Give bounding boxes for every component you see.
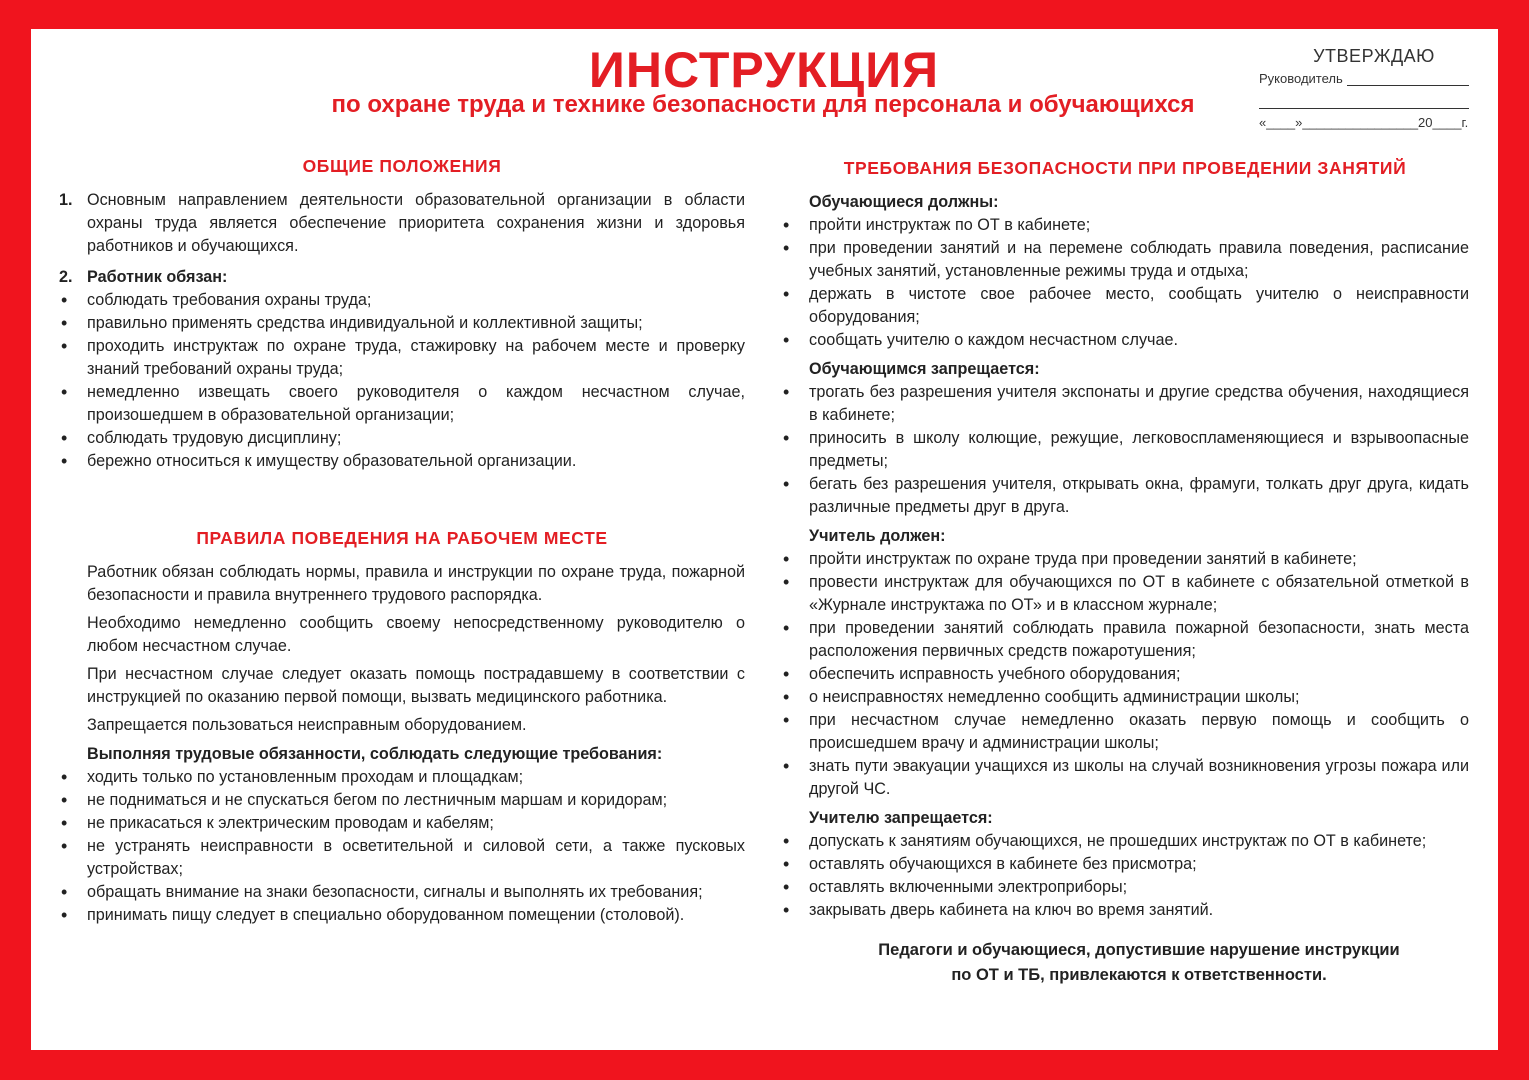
list-item: • при проведении занятий и на перемене соблюдать правила поведения, расписание учебных занятий, установленные режимы труда и отдыха; — [781, 237, 1469, 283]
list-item: • обеспечить исправность учебного оборудования; — [781, 663, 1469, 686]
list-item: • проходить инструктаж по охране труда, стажировку на рабочем месте и проверку знаний требований охраны труда; — [59, 335, 745, 381]
teacher-forbidden-list — [781, 830, 1469, 922]
list-item: • приносить в школу колющие, режущие, легковоспламеняющиеся и взрывоопасные предметы; — [781, 427, 1469, 473]
list-item: • при несчастном случае немедленно оказать первую помощь и сообщить о происшедшем врачу и администрации школы; — [781, 709, 1469, 755]
workplace-requirements-list — [59, 766, 745, 927]
item-text: Основным направлением деятельности образовательной организации в области охраны труда является обеспечение приоритета сохранения жизни и здоровья работников и обучающихся. — [87, 191, 745, 255]
list-item: • не подниматься и не спускаться бегом по лестничным маршам и коридорам; — [59, 789, 745, 812]
students-forbidden-list — [781, 381, 1469, 519]
duties-title: Выполняя трудовые обязанности, соблюдать следующие требования: — [87, 745, 663, 763]
signature-rule — [1347, 73, 1469, 86]
rules-paragraph: Запрещается пользоваться неисправным оборудованием. — [87, 716, 527, 734]
list-item: • оставлять обучающихся в кабинете без присмотра; — [781, 853, 1469, 876]
item-title: Работник обязан: — [87, 268, 228, 286]
list-item: • принимать пищу следует в специально оборудованном помещении (столовой). — [59, 904, 745, 927]
notice-line-2: по ОТ и ТБ, привлекаются к ответственности. — [951, 966, 1327, 984]
numbered-item-2 — [59, 266, 745, 289]
list-item: • держать в чистоте свое рабочее место, сообщать учителю о неисправности оборудования; — [781, 283, 1469, 329]
approval-head-label: Руководитель — [1259, 71, 1343, 86]
list-item: • сообщать учителю о каждом несчастном случае. — [781, 329, 1469, 352]
notice-line-1: Педагоги и обучающиеся, допустившие нарушение инструкции — [878, 941, 1400, 959]
list-item: • соблюдать требования охраны труда; — [59, 289, 745, 312]
left-column — [59, 155, 745, 927]
list-item: • пройти инструктаж по ОТ в кабинете; — [781, 214, 1469, 237]
section-heading-safety: ТРЕБОВАНИЯ БЕЗОПАСНОСТИ ПРИ ПРОВЕДЕНИИ ЗАНЯТИЙ — [843, 158, 1407, 178]
item-number: 2. — [59, 268, 73, 286]
list-item: • ходить только по установленным проходам и площадкам; — [59, 766, 745, 789]
numbered-item-1 — [59, 189, 745, 258]
section-heading-rules: ПРАВИЛА ПОВЕДЕНИЯ НА РАБОЧЕМ МЕСТЕ — [196, 528, 608, 548]
page-title: ИНСТРУКЦИЯ — [588, 42, 940, 98]
item-number: 1. — [59, 191, 73, 209]
list-item: • не прикасаться к электрическим проводам и кабелям; — [59, 812, 745, 835]
poster-sheet — [31, 29, 1498, 1050]
list-item: • соблюдать трудовую дисциплину; — [59, 427, 745, 450]
list-item: • закрывать дверь кабинета на ключ во время занятий. — [781, 899, 1469, 922]
teacher-must-list — [781, 548, 1469, 801]
list-item: • обращать внимание на знаки безопасности, сигналы и выполнять их требования; — [59, 881, 745, 904]
teacher-must-title: Учитель должен: — [809, 527, 946, 545]
list-item: • немедленно извещать своего руководителя о каждом несчастном случае, произошедшем в образовательной организации; — [59, 381, 745, 427]
responsibility-notice — [781, 938, 1469, 988]
list-item: • о неисправностях немедленно сообщить администрации школы; — [781, 686, 1469, 709]
employee-duties-list — [59, 289, 745, 473]
list-item: • пройти инструктаж по охране труда при проведении занятий в кабинете; — [781, 548, 1469, 571]
section-heading-general: ОБЩИЕ ПОЛОЖЕНИЯ — [302, 156, 502, 176]
students-must-title: Обучающиеся должны: — [809, 193, 999, 211]
students-must-list — [781, 214, 1469, 352]
list-item: • допускать к занятиям обучающихся, не прошедших инструктаж по ОТ в кабинете; — [781, 830, 1469, 853]
list-item: • при проведении занятий соблюдать правила пожарной безопасности, знать места расположения первичных средств пожаротушения; — [781, 617, 1469, 663]
approval-block — [1259, 46, 1469, 130]
list-item: • правильно применять средства индивидуальной и коллективной защиты; — [59, 312, 745, 335]
right-column — [781, 157, 1469, 988]
approval-head-line — [1259, 71, 1469, 86]
page-subtitle: по охране труда и технике безопасности для персонала и обучающихся — [331, 91, 1195, 118]
list-item: • не устранять неисправности в осветительной и силовой сети, а также пусковых устройствах; — [59, 835, 745, 881]
list-item: • бережно относиться к имуществу образовательной организации. — [59, 450, 745, 473]
rules-paragraph: Работник обязан соблюдать нормы, правила и инструкции по охране труда, пожарной безопасности и правила внутреннего трудового распорядка. — [87, 563, 745, 604]
teacher-forbidden-title: Учителю запрещается: — [809, 809, 993, 827]
approval-heading: УТВЕРЖДАЮ — [1313, 46, 1435, 66]
students-forbidden-title: Обучающимся запрещается: — [809, 360, 1040, 378]
rules-paragraph: Необходимо немедленно сообщить своему непосредственному руководителю о любом несчастном случае. — [87, 614, 745, 655]
list-item: • бегать без разрешения учителя, открывать окна, фрамуги, толкать друг друга, кидать различные предметы друг в друга. — [781, 473, 1469, 519]
list-item: • оставлять включенными электроприборы; — [781, 876, 1469, 899]
list-item: • знать пути эвакуации учащихся из школы на случай возникновения угрозы пожара или другой ЧС. — [781, 755, 1469, 801]
list-item: • трогать без разрешения учителя экспонаты и другие средства обучения, находящиеся в кабинете; — [781, 381, 1469, 427]
rules-paragraph: При несчастном случае следует оказать помощь пострадавшему в соответствии с инструкцией по оказанию первой помощи, вызвать медицинского работника. — [87, 665, 745, 706]
approval-date-line: «____»________________20____г. — [1259, 115, 1469, 130]
list-item: • провести инструктаж для обучающихся по ОТ в кабинете с обязательной отметкой в «Журнале инструктажа по ОТ» и в классном журнале; — [781, 571, 1469, 617]
signature-rule-2 — [1259, 98, 1469, 109]
